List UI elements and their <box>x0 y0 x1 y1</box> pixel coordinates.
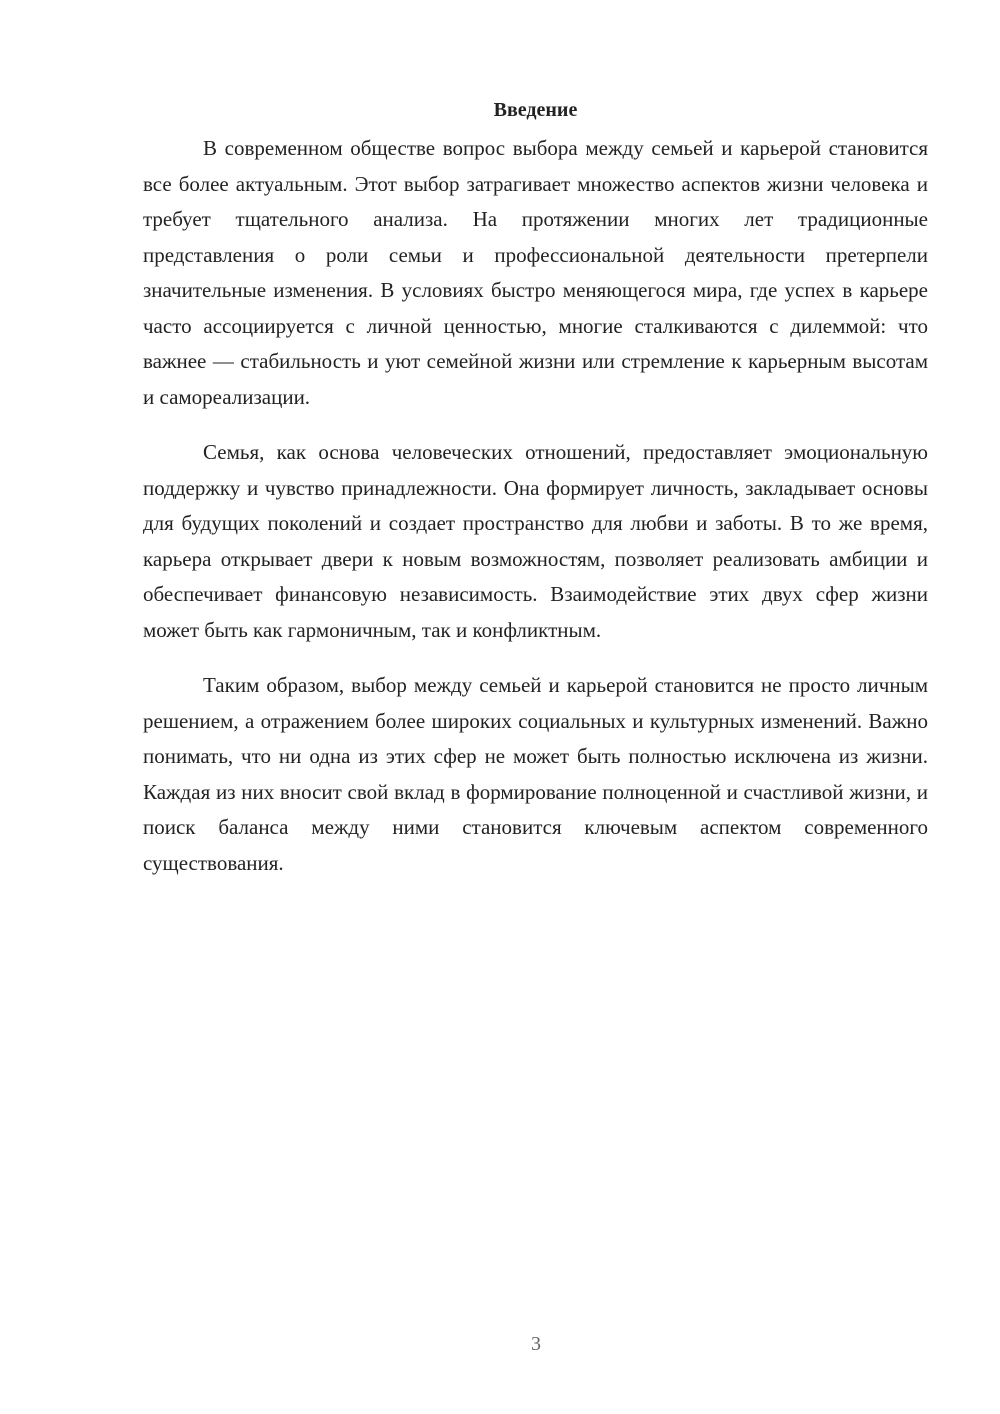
page-number: 3 <box>531 1333 541 1355</box>
page-content <box>143 95 928 901</box>
paragraph-2: Семья, как основа человеческих отношений, предоставляет эмоциональную поддержку и чувство принадлежности. Она формирует личность, закладывает основы для будущих поколений и создает пространство для любви и заботы. В то же время, карьера открывает двери к новым возможностям, позволяет реализовать амбиции и обеспечивает финансовую независимость. Взаимодействие этих двух сфер жизни может быть как гармоничным, так и конфликтным. <box>143 440 928 642</box>
paragraph-1: В современном обществе вопрос выбора между семьей и карьерой становится все более актуальным. Этот выбор затрагивает множество аспектов жизни человека и требует тщательного анализа. На протяжении многих лет традиционные представления о роли семьи и профессиональной деятельности претерпели значительные изменения. В условиях быстро меняющегося мира, где успех в карьере часто ассоциируется с личной ценностью, многие сталкиваются с дилеммой: что важнее — стабильность и уют семейной жизни или стремление к карьерным высотам и самореализации. <box>143 136 928 409</box>
section-title: Введение <box>493 99 578 121</box>
paragraph-3: Таким образом, выбор между семьей и карьерой становится не просто личным решением, а отражением более широких социальных и культурных изменений. Важно понимать, что ни одна из этих сфер не может быть полностью исключена из жизни. Каждая из них вносит свой вклад в формирование полноценной и счастливой жизни, и поиск баланса между ними становится ключевым аспектом современного существования. <box>143 673 928 875</box>
